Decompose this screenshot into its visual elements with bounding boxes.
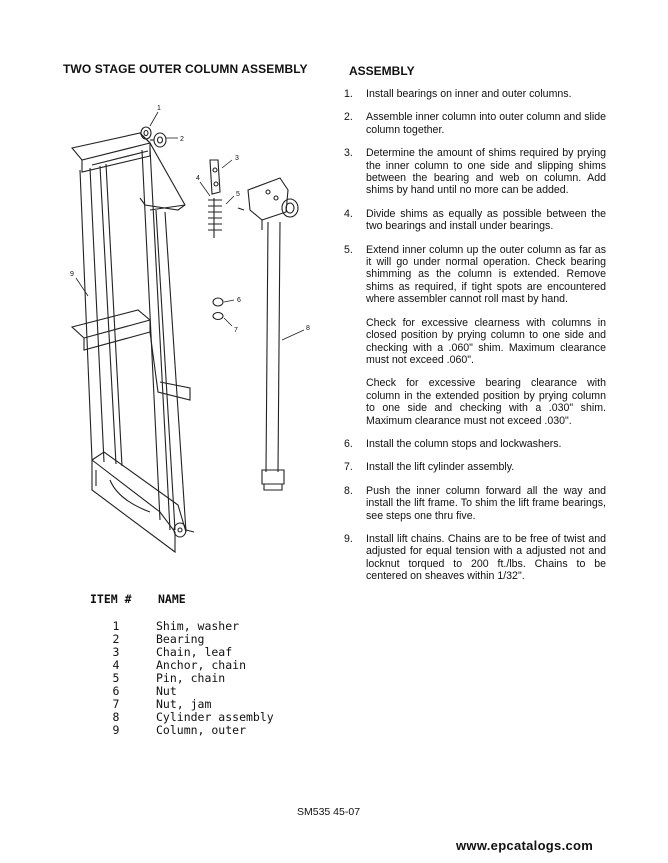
step-text: Push the inner column forward all the way and install the lift frame. To shim the lift frame bearings, see steps one thru five.	[366, 484, 606, 522]
chain-pin-drawing	[238, 208, 244, 210]
part-item-number: 3	[112, 645, 120, 659]
parts-list	[90, 592, 310, 737]
shim-washer-drawing	[141, 127, 151, 139]
step-item	[344, 111, 606, 136]
step-item	[344, 147, 606, 197]
outer-column-drawing	[72, 133, 194, 552]
name-column-header: NAME	[158, 592, 186, 606]
step-item	[344, 88, 606, 100]
part-name: Anchor, chain	[156, 658, 247, 672]
cylinder-tube-drawing	[262, 222, 284, 490]
callout-6: 6	[237, 297, 241, 304]
step-number: 9.	[344, 532, 353, 545]
part-item-number: 8	[112, 710, 120, 724]
step-number: 6.	[344, 437, 353, 450]
step-number: 8.	[344, 484, 353, 497]
part-name: Shim, washer	[156, 619, 240, 633]
section-title-right: ASSEMBLY	[349, 64, 415, 78]
part-item-number: 9	[112, 723, 120, 737]
assembly-steps-list	[344, 88, 606, 594]
step-number: 1.	[344, 88, 353, 100]
chain-anchor-drawing	[208, 160, 222, 238]
nuts-drawing	[213, 298, 223, 320]
bearing-drawing	[150, 133, 166, 147]
step-text: Divide shims as equally as possible between the two bearings and install under bearings.	[366, 207, 606, 233]
part-name: Column, outer	[156, 723, 247, 737]
step-number: 5.	[344, 243, 353, 256]
column-assembly-diagram	[55, 90, 330, 560]
step-item	[344, 438, 606, 450]
part-name: Nut, jam	[156, 697, 212, 711]
step-number: 2.	[344, 111, 353, 124]
part-name: Cylinder assembly	[156, 710, 274, 724]
website-watermark: www.epcatalogs.com	[456, 838, 594, 853]
callout-1: 1	[157, 105, 161, 112]
callout-8: 8	[306, 325, 310, 332]
step-number: 4.	[344, 207, 353, 220]
step-note: Check for excessive bearing clearance with column in the extended position by prying column to one side and checking with a .030" shim. Maximum clearance must not exceed .030".	[366, 377, 606, 427]
section-title-left: TWO STAGE OUTER COLUMN ASSEMBLY	[63, 62, 308, 76]
step-item	[344, 244, 606, 427]
parts-row	[90, 672, 310, 685]
step-text: Assemble inner column into outer column and slide column together.	[366, 111, 606, 136]
step-text: Install the lift cylinder assembly.	[366, 461, 515, 474]
part-item-number: 7	[112, 697, 120, 711]
step-number: 7.	[344, 461, 353, 474]
part-name: Bearing	[156, 632, 205, 646]
step-text: Determine the amount of shims required by prying the inner column to one side and slipping shims between the bearing and web on column. Add shims by hand until no more can be added.	[366, 147, 606, 197]
part-item-number: 1	[112, 619, 120, 633]
callout-2: 2	[180, 136, 184, 143]
item-column-header: ITEM #	[90, 592, 132, 606]
callout-3: 3	[235, 155, 239, 162]
page-footer: SM535 45-07	[297, 806, 361, 818]
parts-row	[90, 724, 310, 737]
part-item-number: 2	[112, 632, 120, 646]
callout-4: 4	[196, 175, 200, 182]
callout-5: 5	[236, 191, 240, 198]
step-item	[344, 461, 606, 473]
step-text: Install bearings on inner and outer columns.	[366, 88, 572, 100]
step-item	[344, 533, 606, 583]
callout-7: 7	[234, 327, 238, 334]
parts-list-header	[90, 592, 310, 606]
cylinder-head-drawing	[248, 178, 298, 230]
leader-lines	[76, 112, 304, 340]
step-text: Install the column stops and lockwashers.	[366, 437, 562, 450]
step-text: Extend inner column up the outer column as far as it will go under normal operation. Check bearing shimming as the column is extended. Remove shims as required, if tight spots are encountered where assembler cannot roll mast by hand.	[366, 243, 606, 306]
part-item-number: 5	[112, 671, 120, 685]
step-text: Install lift chains. Chains are to be free of twist and adjusted for equal tension with a adjusted not and locknut torqued to 200 ft./lbs. Chains to be centered on sheaves within 1/32".	[366, 532, 606, 583]
part-name: Chain, leaf	[156, 645, 233, 659]
step-item	[344, 485, 606, 522]
callout-9: 9	[70, 271, 74, 278]
part-name: Nut	[156, 684, 177, 698]
part-name: Pin, chain	[156, 671, 226, 685]
part-item-number: 4	[112, 658, 120, 672]
part-item-number: 6	[112, 684, 120, 698]
step-note: Check for excessive clearness with columns in closed position by prying column to one side and checking with a .060" shim. Maximum clearance must not exceed .060".	[366, 316, 606, 366]
step-number: 3.	[344, 147, 353, 160]
step-item	[344, 208, 606, 233]
